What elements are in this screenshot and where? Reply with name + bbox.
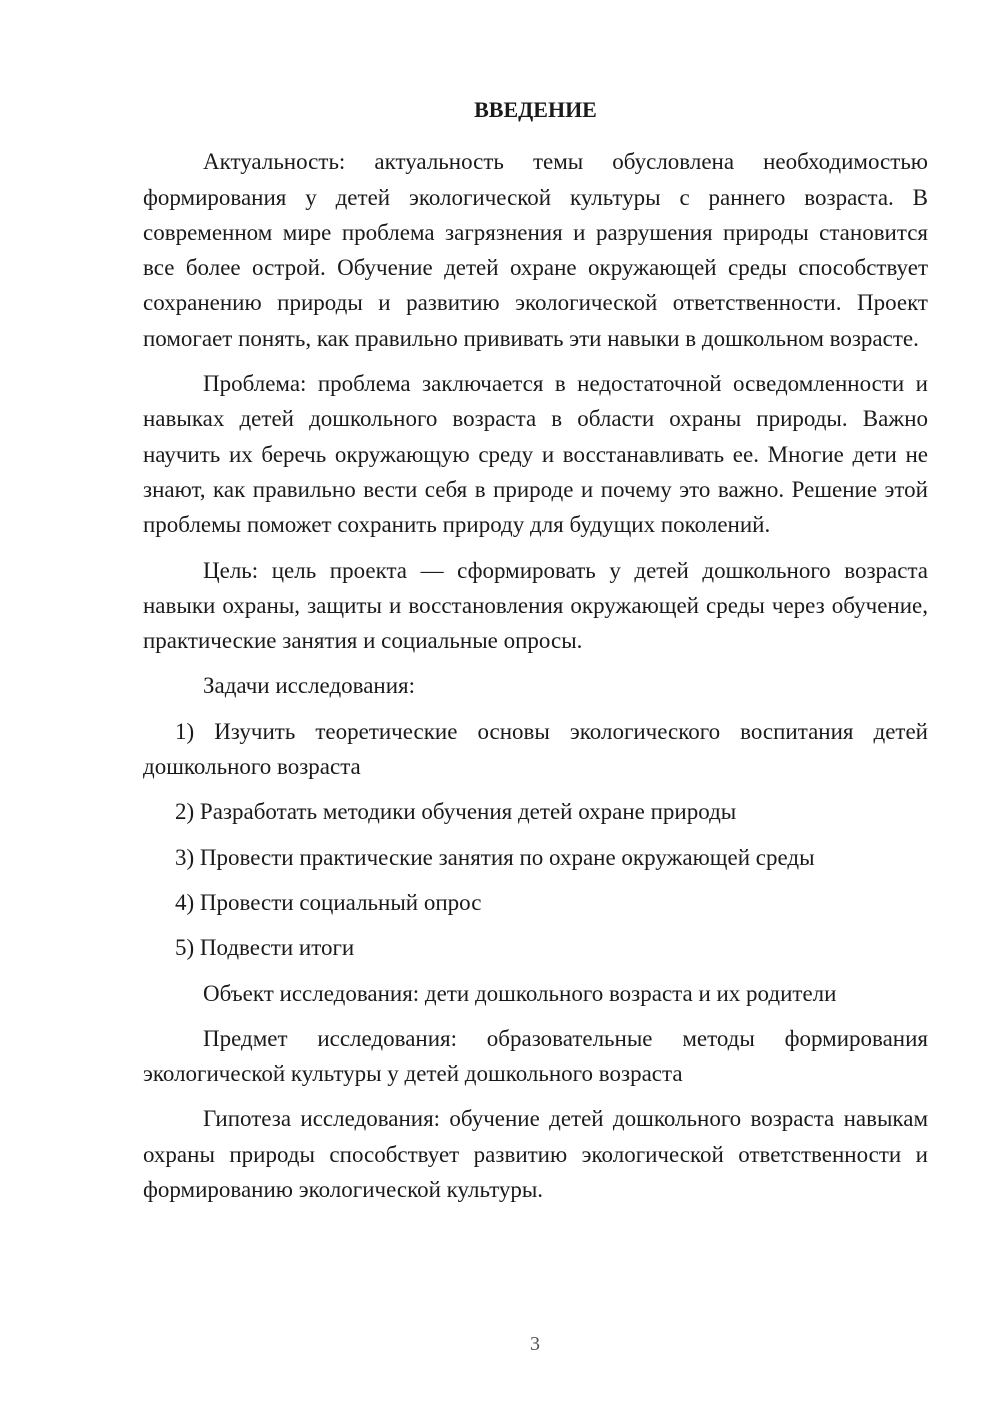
task-item-3: 3) Провести практические занятия по охране окружающей среды [175,844,815,870]
subject-paragraph: Предмет исследования: образовательные методы формирования экологической культуры у детей дошкольного возраста [143,1025,928,1087]
task-item-1: 1) Изучить теоретические основы экологического воспитания детей дошкольного возраста [143,718,928,780]
relevance-paragraph: Актуальность: актуальность темы обусловлена необходимостью формирования у детей экологической культуры с раннего возраста. В современном мире проблема загрязнения и разрушения природы становится все более острой. Обучение детей охране окружающей среды способствует сохранению природы и развитию экологической ответственности. Проект помогает понять, как правильно прививать эти навыки в дошкольном возрасте. [143,149,928,351]
task-item-4: 4) Провести социальный опрос [175,889,482,915]
goal-paragraph: Цель: цель проекта — сформировать у детей дошкольного возраста навыки охраны, защиты и восстановления окружающей среды через обучение, практические занятия и социальные опросы. [143,557,928,654]
problem-paragraph: Проблема: проблема заключается в недостаточной осведомленности и навыках детей дошкольного возраста в области охраны природы. Важно научить их беречь окружающую среду и восстанавливать ее. Многие дети не знают, как правильно вести себя в природе и почему это важно. Решение этой проблемы поможет сохранить природу для будущих поколений. [143,371,928,538]
document-page [143,92,928,1217]
task-item-5: 5) Подвести итоги [175,935,355,961]
section-title: ВВЕДЕНИЕ [474,97,597,122]
tasks-heading: Задачи исследования: [203,673,416,699]
hypothesis-paragraph: Гипотеза исследования: обучение детей дошкольного возраста навыкам охраны природы способствует развитию экологической ответственности и формированию экологической культуры. [143,1106,928,1203]
task-item-2: 2) Разработать методики обучения детей охране природы [175,799,737,825]
page-number: 3 [530,1333,540,1355]
object-paragraph: Объект исследования: дети дошкольного возраста и их родители [203,980,837,1006]
